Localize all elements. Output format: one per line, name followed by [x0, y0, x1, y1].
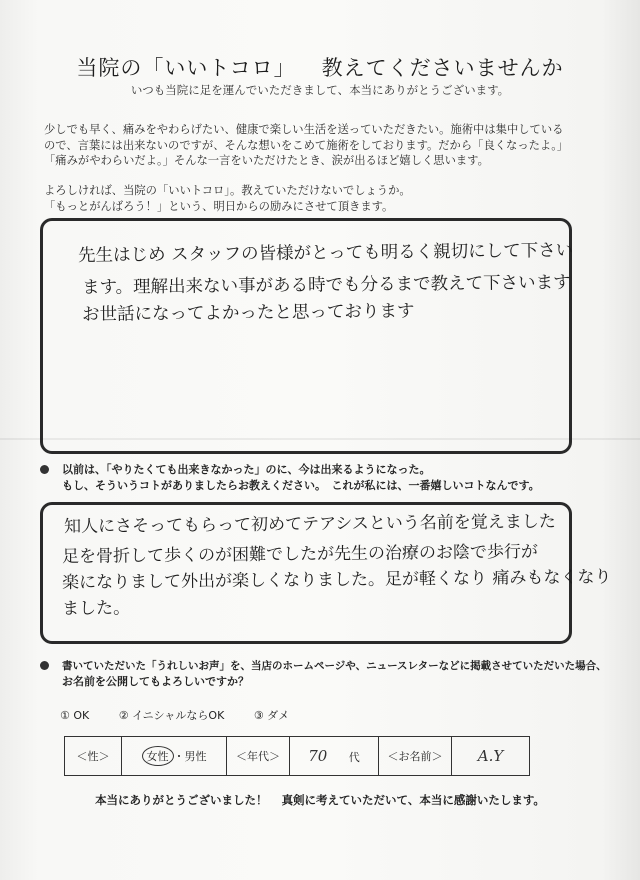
option-ok[interactable]: ① OK	[60, 709, 90, 722]
intro-line: 「痛みがやわらいだよ。」そんな一言をいただけたとき、涙が出るほど嬉しく思います。	[44, 154, 489, 167]
page-subtitle: いつも当院に足を運んでいただきまして、本当にありがとうございます。	[130, 83, 510, 97]
question-3-line: 書いていただいた「うれしいお声」を、当店のホームページや、ニュースレターなどに掲載させていただいた場合、	[62, 660, 607, 672]
name-label: ＜お名前＞	[379, 737, 452, 776]
title-sub: 教えてくださいませんか	[321, 56, 564, 80]
handwritten-line: お世話になってよかったと思っております	[81, 301, 415, 325]
age-suffix: 代	[348, 751, 360, 764]
bullet-icon	[40, 661, 49, 670]
handwritten-line: 知人にさそってもらって初めてテアシスという名前を覚えました	[63, 511, 556, 537]
intro-line: 少しでも早く、痛みをやわらげたい、健康で楽しい生活を送っていただきたい。施術中は集中している	[44, 123, 564, 136]
title-main: 当院の「いいトコロ」	[76, 56, 296, 80]
age-label: ＜年代＞	[227, 737, 290, 776]
respondent-info-table	[64, 736, 530, 776]
closing-gratitude: 真剣に考えていただいて、本当に感謝いたします。	[281, 793, 545, 807]
age-value: 70	[308, 747, 328, 765]
publish-options	[60, 707, 315, 723]
handwritten-line: ます。理解出来ない事がある時でも分るまで教えて下さいます	[81, 272, 571, 298]
age-field	[290, 737, 379, 776]
handwritten-line: ました。	[61, 598, 131, 619]
option-no[interactable]: ③ ダメ	[253, 709, 290, 722]
bullet-icon	[40, 465, 49, 474]
gender-separator: ・	[173, 750, 185, 763]
request-paragraph	[44, 183, 604, 214]
intro-line: ので、言葉には出来ないのですが、そんな想いをこめて施術をしております。だから「良くなったよ。」	[44, 138, 569, 152]
gender-female-selected[interactable]: 女性	[142, 746, 174, 766]
handwritten-line: 足を骨折して歩くのが困難でしたが先生の治療のお陰で歩行が	[61, 542, 539, 567]
closing-message	[0, 792, 640, 808]
handwritten-line: 楽になりまして外出が楽しくなりました。足が軽くなり 痛みもなくなり	[61, 567, 612, 593]
name-value: A.Y	[477, 747, 504, 765]
question-2-line: もし、そういうコトがありましたらお教えください。 これが私には、一番嬉しいコトなんです。	[62, 479, 540, 492]
question-3	[40, 658, 607, 690]
gender-male[interactable]: 男性	[184, 750, 207, 763]
question-2	[40, 462, 540, 494]
page-title	[0, 52, 640, 82]
question-3-line: お名前を公開してもよろしいですか？	[62, 675, 249, 688]
name-field	[452, 737, 530, 776]
closing-thanks: 本当にありがとうございました！	[95, 793, 268, 807]
question-2-line: 以前は、「やりたくても出来きなかった」のに、今は出来るようになった。	[62, 463, 431, 476]
option-initials[interactable]: ② イニシャルならOK	[118, 709, 225, 722]
request-line: 「もっとがんばろう！」という、明日からの励みにさせて頂きます。	[44, 199, 394, 213]
intro-paragraph	[44, 122, 604, 169]
handwritten-line: 先生はじめ スタッフの皆様がとっても明るく親切にして下さい	[77, 240, 574, 266]
gender-label: ＜性＞	[65, 737, 122, 776]
gender-field	[122, 737, 227, 776]
request-line: よろしければ、当院の「いいトコロ」。教えていただけないでしょうか。	[44, 184, 411, 197]
